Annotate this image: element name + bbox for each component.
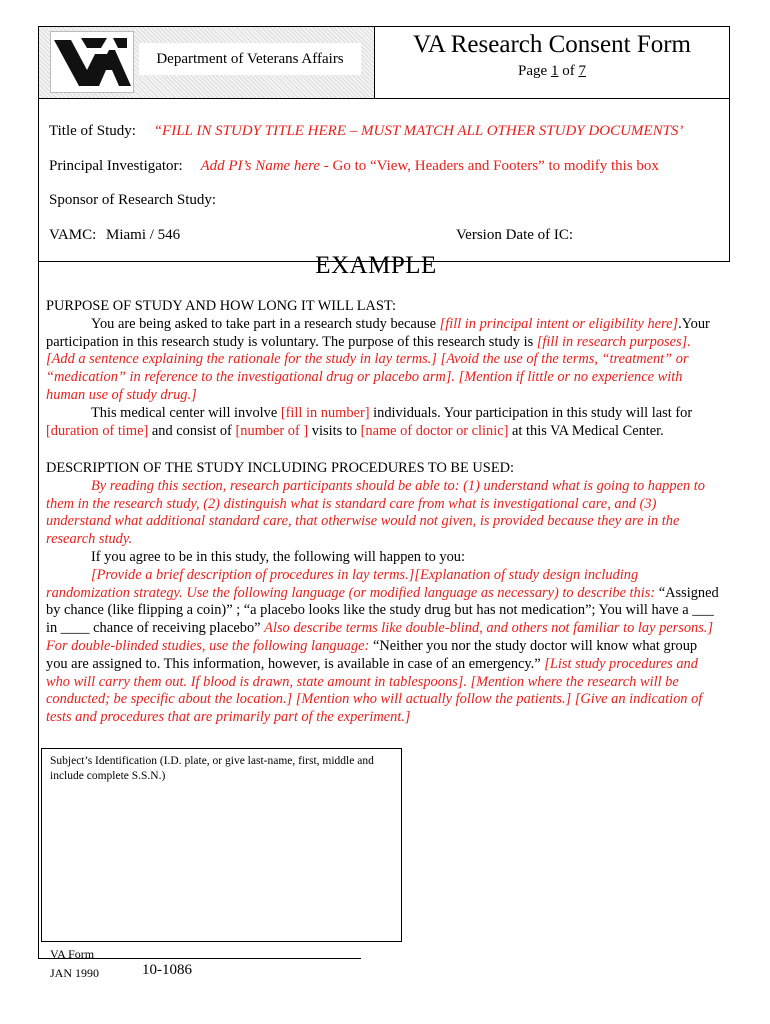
participation-d: [duration of time] bbox=[46, 422, 149, 439]
participation-a: This medical center will involve bbox=[91, 404, 281, 421]
participation-i: at this VA Medical Center. bbox=[508, 422, 664, 439]
va-logo bbox=[50, 31, 134, 93]
version-date-label: Version Date of IC: bbox=[456, 227, 574, 243]
title-value[interactable]: “FILL IN STUDY TITLE HERE – MUST MATCH ALL OTHER STUDY DOCUMENTS’ bbox=[153, 123, 684, 139]
form-date: JAN 1990 bbox=[50, 966, 100, 980]
description-agree: If you agree to be in this study, the following will happen to you: bbox=[91, 548, 465, 565]
procedures-e: [List study procedures and who will carry them out. If blood is drawn, state amount in tablespoons]. [Mention where the research will be conducted; be specific about the location.] [Mention who will actually follow the patients.] [Give an indication of tests and procedures that are primarily part of the experiment.] bbox=[46, 655, 703, 726]
pi-label: Principal Investigator: bbox=[49, 158, 183, 174]
participation-h: [name of doctor or clinic] bbox=[360, 422, 509, 439]
purpose-p1-a: You are being asked to take part in a research study because bbox=[91, 315, 440, 332]
procedures-d: “Neither you nor the study doctor will know what group you are assigned to. This information, however, is available in case of an emergency.” bbox=[46, 637, 698, 672]
vamc-row bbox=[49, 227, 180, 244]
form-number: 10-1086 bbox=[142, 962, 192, 978]
subject-identification-label: Subject’s Identification (I.D. plate, or give last-name, first, middle and include complete S.S.N.) bbox=[50, 755, 374, 782]
description-intro: By reading this section, research participants should be able to: (1) understand what is going to happen to them in the research study, (2) distinguish what is standard care from what is investigational care, and (3) understand what additional standard care, that otherwise would not given, is provided because they are in the research study. bbox=[46, 477, 705, 548]
vamc-label: VAMC: bbox=[49, 227, 97, 243]
description-procedures bbox=[46, 567, 722, 727]
example-watermark: EXAMPLE bbox=[315, 252, 437, 279]
page-total: 7 bbox=[578, 63, 586, 79]
participation-c: individuals. Your participation in this study will last for bbox=[369, 404, 693, 421]
sponsor-label: Sponsor of Research Study: bbox=[49, 192, 217, 208]
page-prefix: Page bbox=[518, 63, 548, 79]
purpose-p1-c: .Your participation in this research study is voluntary. The purpose of this research study is bbox=[46, 315, 710, 350]
purpose-p1-b: [fill in principal intent or eligibility here] bbox=[439, 315, 679, 332]
description-section bbox=[46, 460, 722, 727]
form-title: VA Research Consent Form bbox=[413, 31, 691, 58]
vamc-value: Miami / 546 bbox=[106, 227, 181, 243]
page-of: of bbox=[562, 63, 575, 79]
title-label: Title of Study: bbox=[49, 123, 136, 139]
subject-identification-box[interactable] bbox=[41, 748, 402, 942]
participation-e: and consist of bbox=[148, 422, 236, 439]
description-heading: DESCRIPTION OF THE STUDY INCLUDING PROCEDURES TO BE USED: bbox=[46, 460, 514, 476]
participation-f: [number of ] bbox=[235, 422, 309, 439]
va-form-label: VA Form bbox=[50, 947, 95, 961]
purpose-p1-d: [fill in research purposes]. [Add a sentence explaining the rationale for the study in lay terms.] [Avoid the use of the terms, “treatment” or “medication” in reference to the investigational drug or placebo arm]. [Mention if little or no experience with human use of study drug.] bbox=[46, 333, 691, 403]
purpose-section bbox=[46, 298, 722, 440]
page-indicator bbox=[374, 63, 730, 80]
procedures-a: [Provide a brief description of procedures in lay terms.][Explanation of study design including randomization strategy. Use the following language (or modified language as necessary) to describe this: bbox=[46, 566, 656, 601]
participation-b: [fill in number] bbox=[280, 404, 370, 421]
participation-paragraph bbox=[46, 405, 722, 441]
sponsor-row bbox=[49, 192, 216, 209]
department-name: Department of Veterans Affairs bbox=[139, 43, 361, 75]
purpose-heading: PURPOSE OF STUDY AND HOW LONG IT WILL LAST: bbox=[46, 298, 396, 314]
procedures-c: Also describe terms like double-blind, and others not familiar to lay persons.] For double-blinded studies, use the following language: bbox=[46, 620, 714, 654]
participation-g: visits to bbox=[308, 422, 361, 439]
pi-row bbox=[49, 158, 659, 175]
procedures-b: “Assigned by chance (like flipping a coin)” ; “a placebo looks like the study drug but has not medication”; You will have a ___ in ____ chance of receiving placebo” bbox=[46, 584, 719, 637]
pi-value[interactable]: Add PI’s Name here bbox=[200, 158, 321, 174]
va-logo-icon bbox=[51, 32, 133, 92]
left-margin-rule bbox=[38, 262, 39, 959]
purpose-paragraph bbox=[46, 316, 722, 405]
pi-note: - Go to “View, Headers and Footers” to modify this box bbox=[323, 158, 659, 174]
page-current: 1 bbox=[550, 63, 559, 79]
title-of-study-row bbox=[49, 123, 683, 140]
